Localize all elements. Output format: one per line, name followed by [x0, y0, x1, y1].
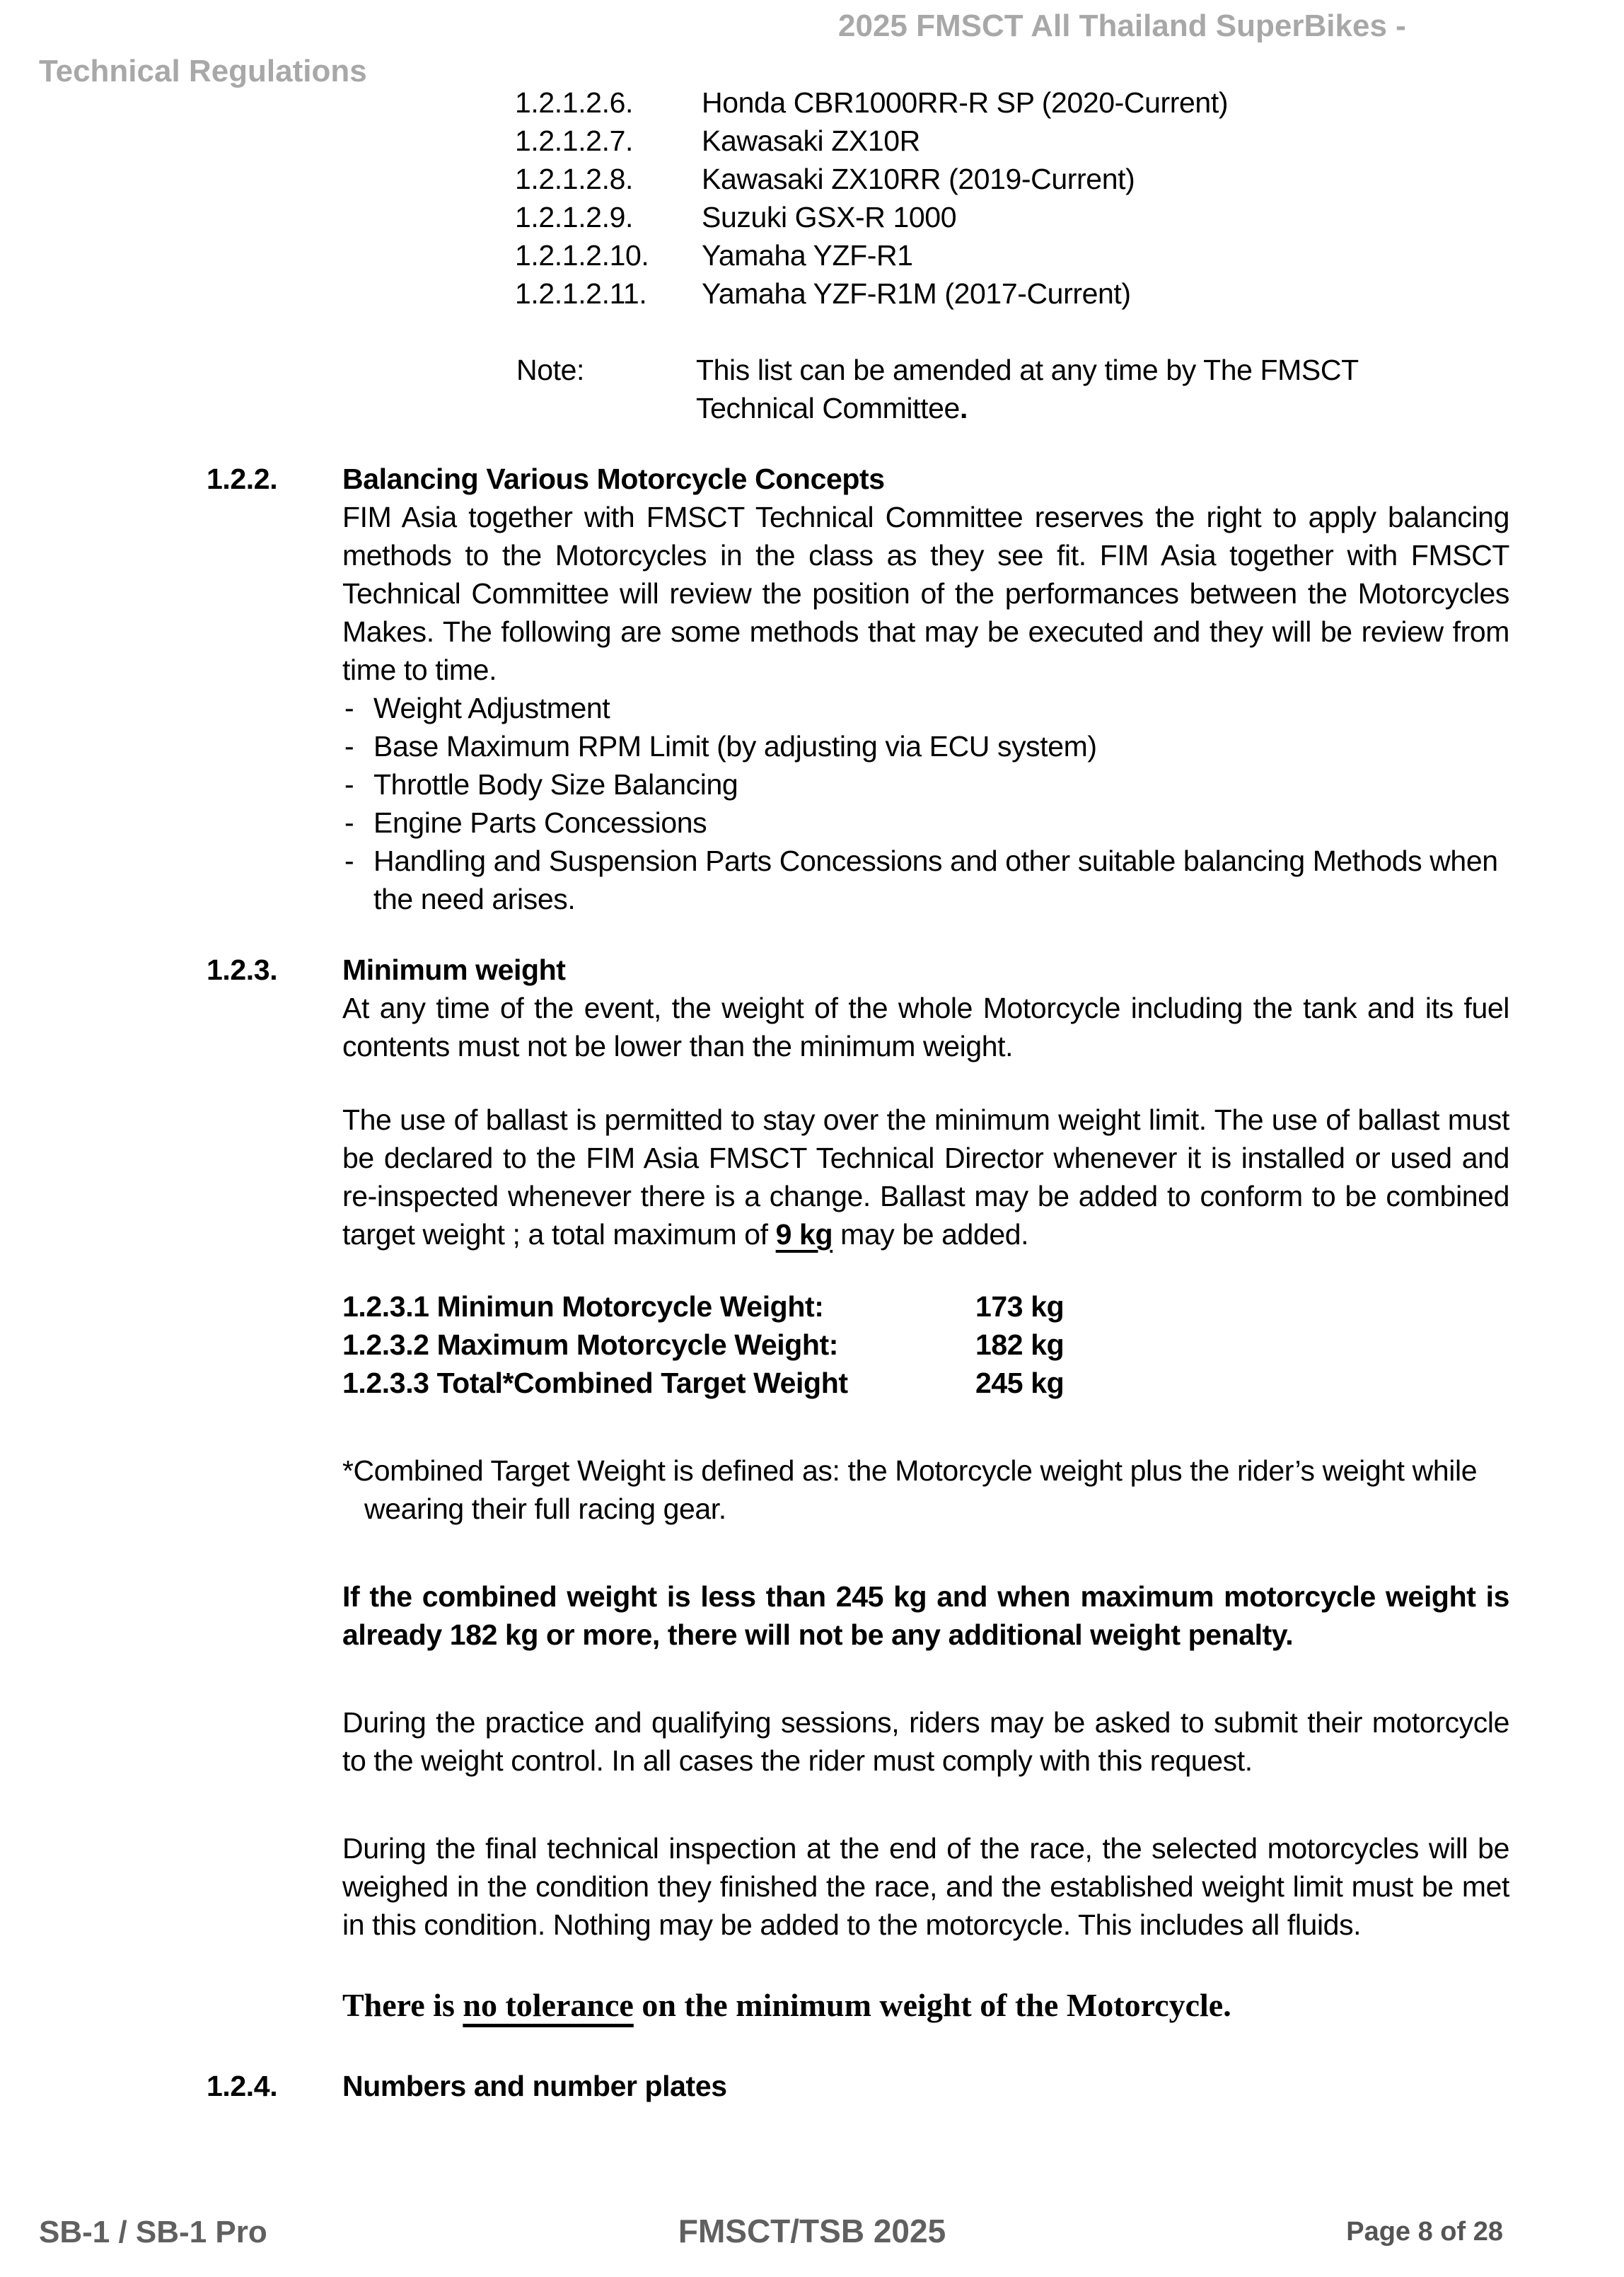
list-item	[515, 198, 1624, 236]
weight-spec-row	[342, 1287, 1509, 1326]
section-paragraph: At any time of the event, the weight of the whole Motorcycle including the tank and its fuel contents must not be lower than the minimum weight.	[342, 992, 1509, 1062]
bullet-item	[344, 727, 1509, 765]
list-item-number: 1.2.1.2.7.	[515, 124, 633, 157]
tolerance-text-post: on the minimum weight of the Motorcycle.	[633, 1987, 1231, 2023]
list-item	[515, 83, 1624, 122]
weight-spec-row	[342, 1364, 1509, 1402]
section-number: 1.2.2.	[207, 463, 278, 495]
bullet-item	[344, 804, 1509, 842]
list-item-number: 1.2.1.2.11.	[515, 277, 647, 310]
list-item-label: Kawasaki ZX10R	[702, 124, 920, 157]
bullet-dash: -	[344, 730, 354, 763]
section-number: 1.2.4.	[207, 2070, 278, 2102]
ballast-paragraph	[342, 1101, 1509, 1253]
bullet-text: Handling and Suspension Parts Concessions and other suitable balancing Methods when the need arises.	[373, 845, 1498, 915]
practice-weight-paragraph: During the practice and qualifying sessions, riders may be asked to submit their motorcycle to the weight control. In all cases the rider must comply with this request.	[342, 1706, 1509, 1777]
footer-class-label: SB-1 / SB-1 Pro	[39, 2215, 267, 2249]
weight-spec-label: 1.2.3.3 Total*Combined Target Weight	[342, 1367, 848, 1399]
weight-penalty-paragraph: If the combined weight is less than 245 kg and when maximum motorcycle weight is already 182 kg or more, there will not be any additional weight penalty.	[342, 1580, 1509, 1651]
section-heading: Balancing Various Motorcycle Concepts	[342, 463, 885, 495]
weight-spec-label: 1.2.3.2 Maximum Motorcycle Weight:	[342, 1328, 839, 1361]
no-tolerance-statement	[342, 1986, 1509, 2024]
note-period: .	[959, 392, 968, 424]
header-title-line2: Technical Regulations	[39, 54, 367, 88]
weight-spec-value: 245 kg	[975, 1367, 1065, 1399]
list-item-label: Yamaha YZF-R1M (2017-Current)	[702, 277, 1131, 310]
section-1-2-2	[207, 460, 1624, 918]
bullet-dash: -	[344, 845, 354, 877]
note-text-body: This list can be amended at any time by The FMSCT Technical Committee	[696, 354, 1358, 424]
list-item	[515, 160, 1624, 198]
list-item	[515, 274, 1624, 313]
section-paragraph: FIM Asia together with FMSCT Technical Committee reserves the right to apply balancing methods to the Motorcycles in the class as they see fit. FIM Asia together with FMSCT Technical Committee will review the position of the performances between the Motorcycles Makes. The following are some methods that may be executed and they will be review from time to time.	[342, 501, 1509, 686]
ballast-text-pre: The use of ballast is permitted to stay over the minimum weight limit. The use of ballast must be declared to the FIM Asia FMSCT Technical Director whenever it is installed or used and re-inspected whenever there is a change. Ballast may be added to conform to be combined target weight ; a total maximum of	[342, 1103, 1509, 1251]
ballast-max-value: 9 kg	[775, 1218, 833, 1251]
section-1-2-3	[207, 951, 1624, 2024]
weight-spec-label: 1.2.3.1 Minimun Motorcycle Weight:	[342, 1290, 824, 1323]
final-inspection-paragraph: During the final technical inspection at the end of the race, the selected motorcycles will be weighed in the condition they finished the race, and the established weight limit must be met in this condition. Nothing may be added to the motorcycle. This includes all fluids.	[342, 1832, 1509, 1941]
weight-spec-list	[342, 1287, 1509, 1402]
section-heading: Minimum weight	[342, 954, 566, 986]
section-1-2-4	[207, 2067, 1624, 2105]
bullet-item	[344, 842, 1509, 918]
header-title-line1: 2025 FMSCT All Thailand SuperBikes -	[838, 8, 1406, 43]
footer-document-label: FMSCT/TSB 2025	[678, 2213, 946, 2249]
list-item	[515, 236, 1624, 274]
footer-page-number: Page 8 of 28	[1346, 2217, 1503, 2247]
list-item	[515, 122, 1624, 160]
model-list	[515, 83, 1624, 313]
ballast-text-post: may be added.	[833, 1218, 1029, 1251]
bullet-text: Throttle Body Size Balancing	[373, 768, 738, 801]
weight-spec-value: 173 kg	[975, 1290, 1065, 1323]
list-item-label: Honda CBR1000RR-R SP (2020-Current)	[702, 86, 1229, 119]
tolerance-underlined: no tolerance	[463, 1987, 634, 2023]
weight-spec-row	[342, 1326, 1509, 1364]
bullet-item	[344, 765, 1509, 804]
list-item-number: 1.2.1.2.10.	[515, 239, 649, 272]
note-text	[696, 351, 1474, 427]
section-number: 1.2.3.	[207, 954, 278, 986]
document-content	[0, 83, 1624, 2105]
section-heading: Numbers and number plates	[342, 2070, 727, 2102]
list-item-label: Kawasaki ZX10RR (2019-Current)	[702, 163, 1135, 195]
list-item-number: 1.2.1.2.9.	[515, 201, 633, 233]
note-block	[516, 351, 1624, 427]
list-item-number: 1.2.1.2.6.	[515, 86, 633, 119]
bullet-dash: -	[344, 768, 354, 801]
list-item-label: Suzuki GSX-R 1000	[702, 201, 957, 233]
tolerance-text-pre: There is	[342, 1987, 463, 2023]
weight-spec-value: 182 kg	[975, 1328, 1065, 1361]
list-item-number: 1.2.1.2.8.	[515, 163, 633, 195]
bullet-text: Weight Adjustment	[373, 692, 610, 724]
combined-weight-definition: *Combined Target Weight is defined as: the Motorcycle weight plus the rider’s weight while wearing their full racing gear.	[342, 1454, 1478, 1525]
bullet-dash: -	[344, 806, 354, 839]
bullet-text: Base Maximum RPM Limit (by adjusting via ECU system)	[373, 730, 1097, 763]
bullet-dash: -	[344, 692, 354, 724]
bullet-item	[344, 689, 1509, 727]
list-item-label: Yamaha YZF-R1	[702, 239, 913, 272]
bullet-text: Engine Parts Concessions	[373, 806, 707, 839]
note-label: Note:	[516, 354, 584, 386]
bullet-list	[344, 689, 1509, 918]
